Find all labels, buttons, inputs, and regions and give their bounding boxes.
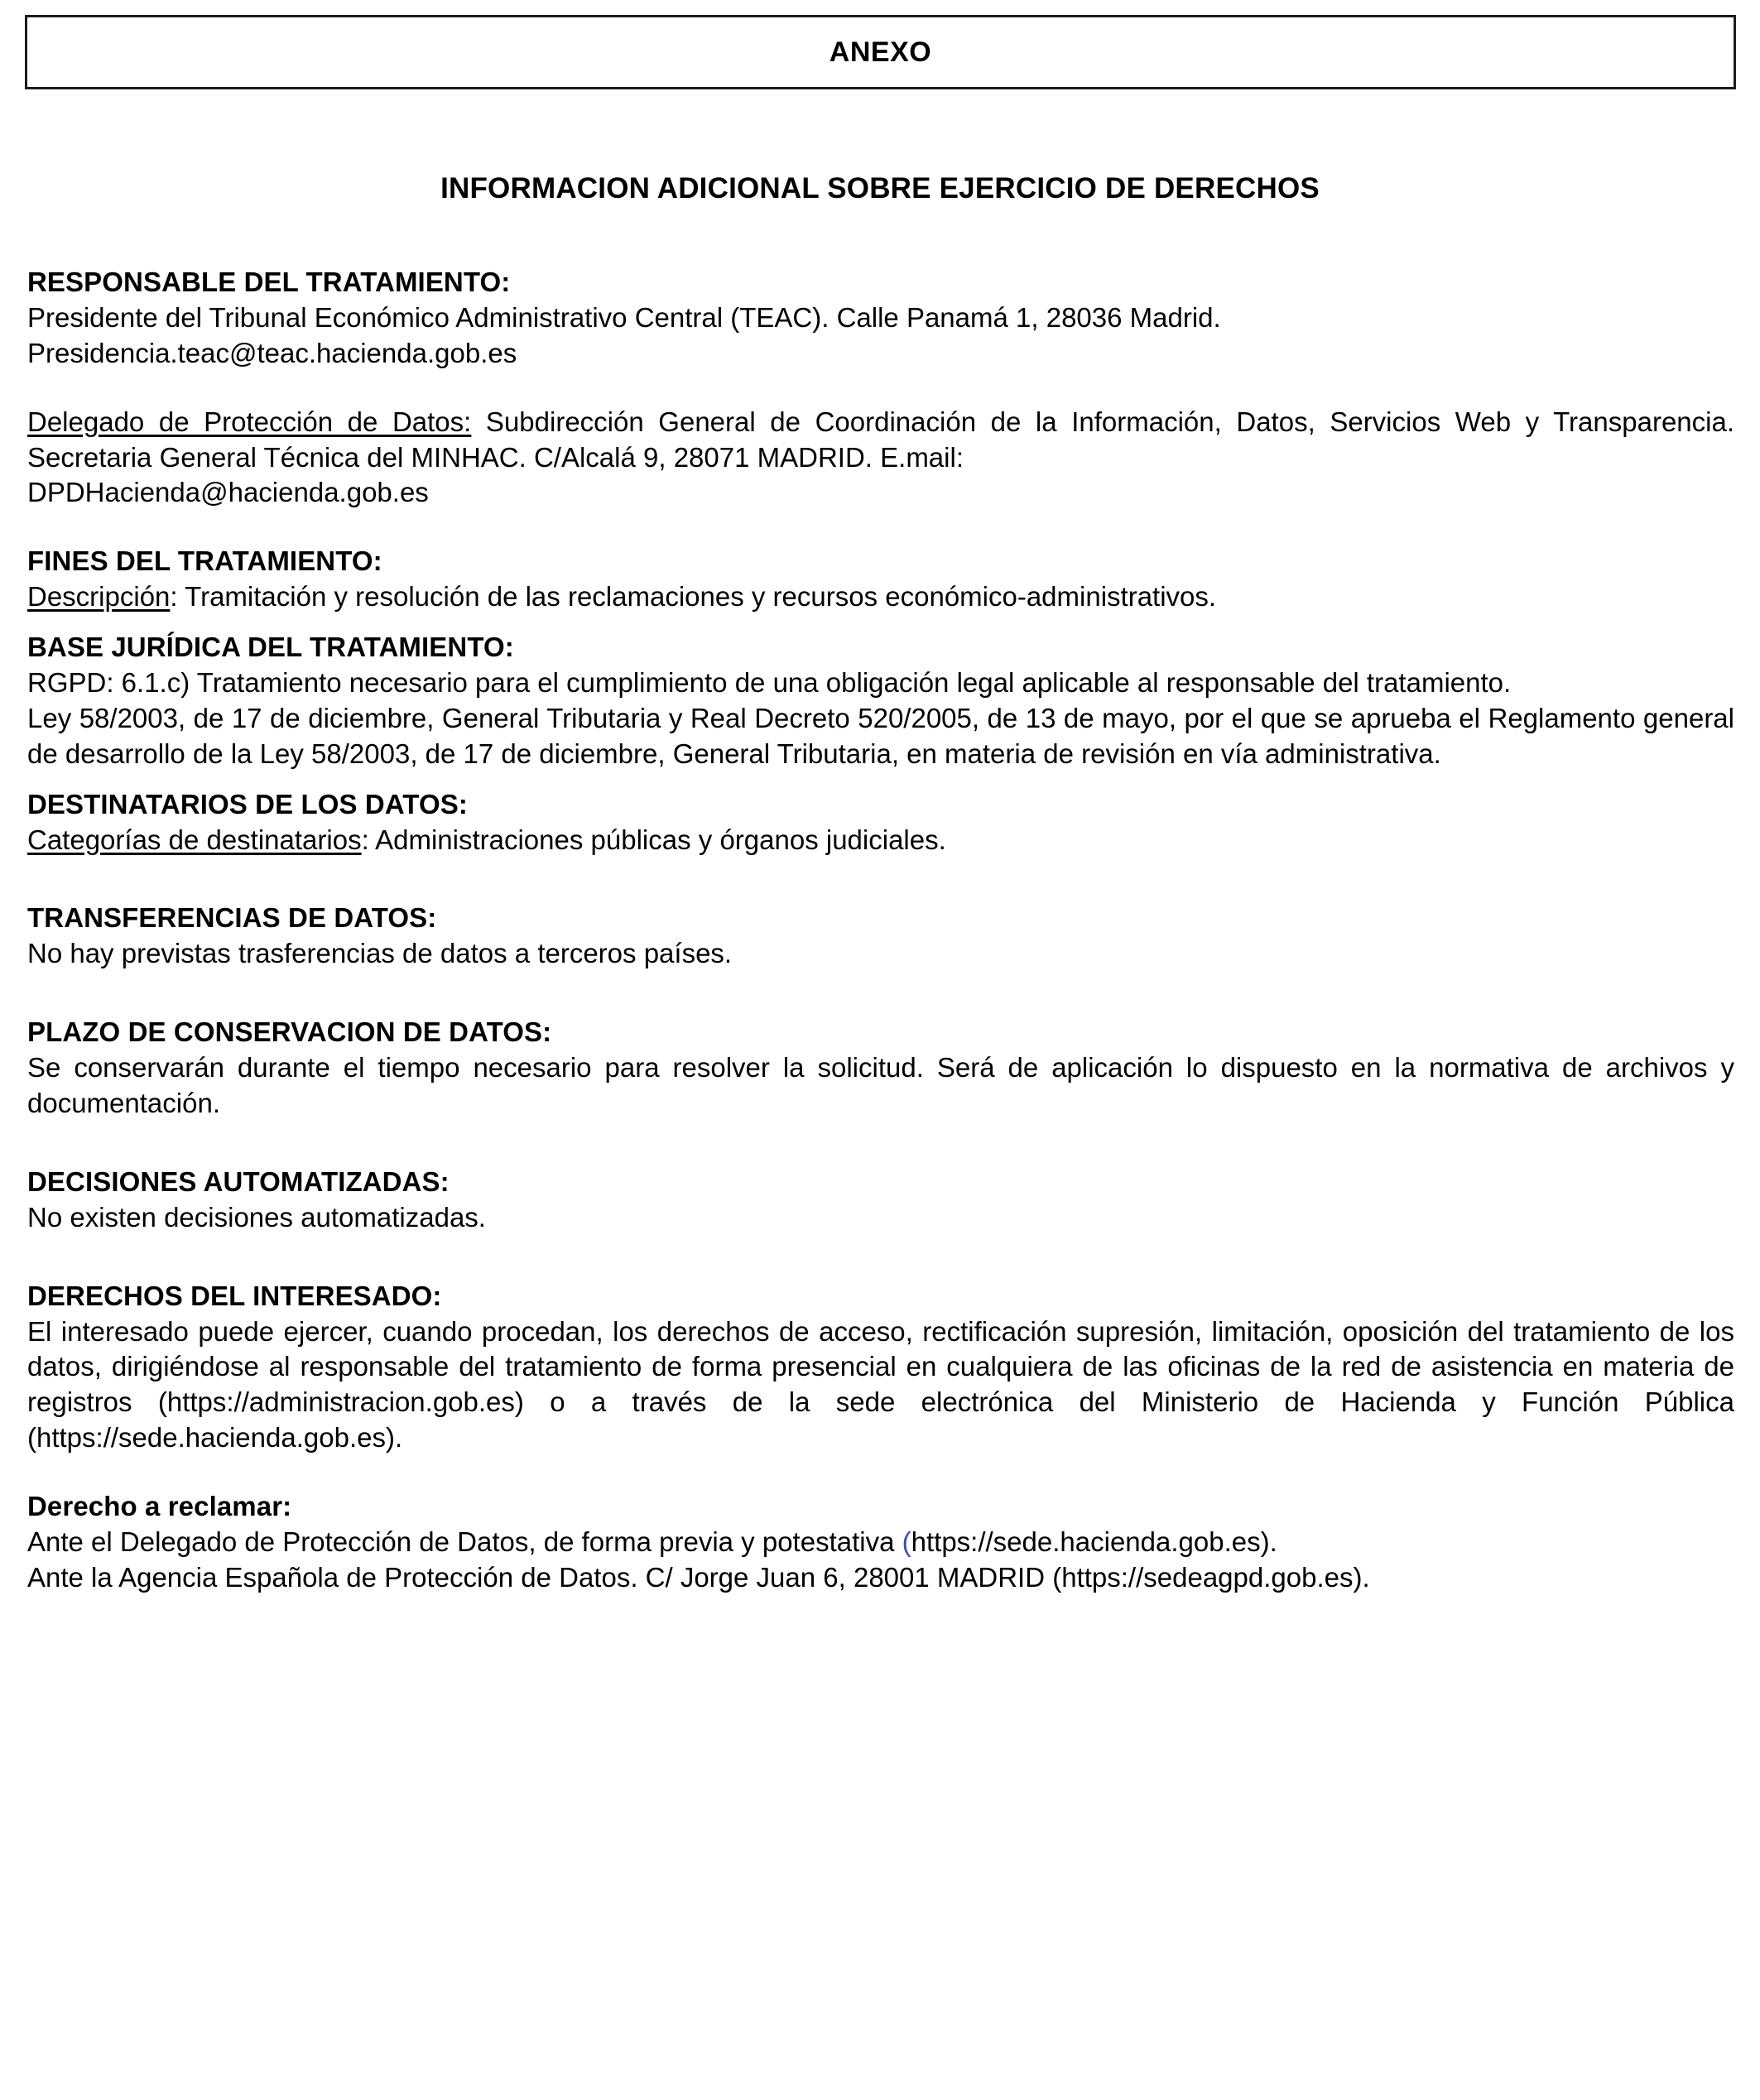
base-juridica-paragraph-1: RGPD: 6.1.c) Tratamiento necesario para el cumplimiento de una obligación legal aplicable al responsable del tratamiento. [27,667,1512,699]
heading-decisiones-automatizadas: DECISIONES AUTOMATIZADAS: [27,1165,450,1197]
reclamar-dpd-url: https://sede.hacienda.gob.es). [911,1526,1277,1558]
heading-base-juridica-del-tratamiento: BASE JURÍDICA DEL TRATAMIENTO: [27,632,514,663]
heading-destinatarios-de-los-datos: DESTINATARIOS DE LOS DATOS: [27,788,468,819]
destinatarios-categorias-paragraph [27,823,1734,858]
plazo-text: Se conservarán durante el tiempo necesario para resolver la solicitud. Será de aplicación lo dispuesto en la normativa de archivos y documentación. [27,1052,1734,1119]
fines-descripcion-paragraph [27,579,1734,615]
spacer [27,1456,1734,1489]
anexo-header-box [25,15,1736,89]
reclamar-dpd-line [27,1525,1734,1560]
anexo-title: ANEXO [829,36,932,68]
destinatarios-categorias-label: Categorías de destinatarios [27,824,362,855]
spacer [27,372,1734,405]
spacer [27,972,1734,1015]
spacer [27,1122,1734,1165]
spacer [27,858,1734,901]
heading-fines-del-tratamiento: FINES DEL TRATAMIENTO: [27,545,382,577]
destinatarios-categorias-text: : Administraciones públicas y órganos judiciales. [361,824,946,855]
reclamar-dpd-text: Ante el Delegado de Protección de Datos, de forma previa y potestativa [27,1526,902,1558]
transferencias-text: No hay previstas trasferencias de datos a terceros países. [27,938,733,969]
heading-derecho-a-reclamar: Derecho a reclamar: [27,1491,292,1522]
dpd-label: Delegado de Protección de Datos: [27,406,472,437]
heading-plazo-de-conservacion-de-datos: PLAZO DE CONSERVACION DE DATOS: [27,1016,552,1048]
dpd-paragraph [27,405,1734,476]
dpd-text: Subdirección General de Coordinación de la Información, Datos, Servicios Web y Transparencia. Secretaria General Técnica del MINHAC. C/Alcalá 9, 28071 MADRID. E.mail: [27,406,1735,473]
spacer [27,772,1734,787]
heading-transferencias-de-datos: TRANSFERENCIAS DE DATOS: [27,902,437,934]
responsable-email-line: Presidencia.teac@teac.hacienda.gob.es [27,337,517,368]
reclamar-open-paren: ( [902,1526,911,1558]
fines-descripcion-label: Descripción [27,581,171,613]
fines-descripcion-text: : Tramitación y resolución de las reclamaciones y recursos económico-administrativos. [170,581,1217,613]
reclamar-aepd-line: Ante la Agencia Española de Protección de Datos. C/ Jorge Juan 6, 28001 MADRID (https://sedeagpd.gob.es). [27,1561,1370,1593]
document-body [27,265,1734,1596]
decisiones-text: No existen decisiones automatizadas. [27,1201,486,1233]
responsable-address-line: Presidente del Tribunal Económico Administrativo Central (TEAC). Calle Panamá 1, 28036 Madrid. [27,301,1221,333]
base-juridica-paragraph-2: Ley 58/2003, de 17 de diciembre, General Tributaria y Real Decreto 520/2005, de 13 de mayo, por el que se aprueba el Reglamento general de desarrollo de la Ley 58/2003, de 17 de diciembre, General Tributaria, en materia de revisión en vía administrativa. [27,702,1734,769]
spacer [27,511,1734,544]
page-title: INFORMACION ADICIONAL SOBRE EJERCICIO DE DERECHOS [440,172,1320,204]
derechos-main-paragraph: El interesado puede ejercer, cuando procedan, los derechos de acceso, rectificación supresión, limitación, oposición del tratamiento de los datos, dirigiéndose al responsable del tratamiento de forma presencial en cualquiera de las oficinas de la red de asistencia en materia de registros (https://administracion.gob.es) o a través de la sede electrónica del Ministerio de Hacienda y Función Pública (https://sede.hacienda.gob.es). [27,1315,1734,1454]
spacer [27,615,1734,630]
dpd-email-line: DPDHacienda@hacienda.gob.es [27,477,429,508]
heading-responsable-del-tratamiento: RESPONSABLE DEL TRATAMIENTO: [27,267,511,297]
spacer [27,1236,1734,1279]
heading-derechos-del-interesado: DERECHOS DEL INTERESADO: [27,1280,442,1311]
